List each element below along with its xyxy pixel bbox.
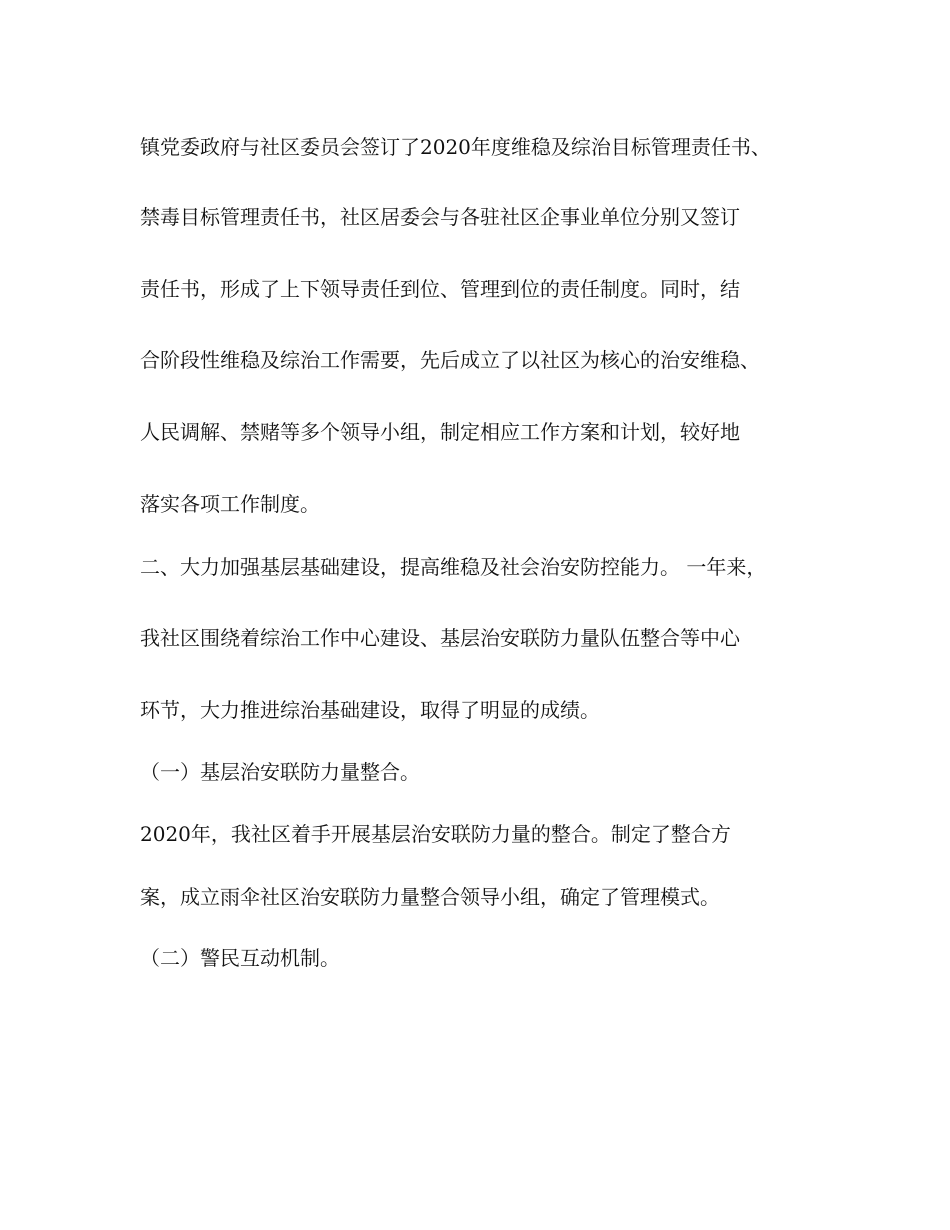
paragraph-line: 合阶段性维稳及综治工作需要，先后成立了以社区为核心的治安维稳、 xyxy=(140,348,760,372)
paragraph-line: 我社区围绕着综治工作中心建设、基层治安联防力量队伍整合等中心 xyxy=(140,626,740,650)
paragraph-line: 禁毒目标管理责任书，社区居委会与各驻社区企事业单位分别又签订 xyxy=(140,205,740,229)
paragraph-line: 责任书，形成了上下领导责任到位、管理到位的责任制度。同时，结 xyxy=(140,277,740,301)
section-heading-line: 二、大力加强基层基础建设，提高维稳及社会治安防控能力。 一年来， xyxy=(140,555,767,579)
subsection-heading: （一）基层治安联防力量整合。 xyxy=(140,760,420,784)
subsection-heading: （二）警民互动机制。 xyxy=(140,946,340,970)
paragraph-line: 落实各项工作制度。 xyxy=(140,492,320,516)
paragraph-line: 案，成立雨伞社区治安联防力量整合领导小组，确定了管理模式。 xyxy=(140,885,720,909)
paragraph-line: 环节，大力推进综治基础建设，取得了明显的成绩。 xyxy=(140,698,600,722)
paragraph-line: 人民调解、禁赌等多个领导小组，制定相应工作方案和计划，较好地 xyxy=(140,420,740,444)
paragraph-line: 2020年，我社区着手开展基层治安联防力量的整合。制定了整合方 xyxy=(140,822,731,846)
paragraph-line: 镇党委政府与社区委员会签订了2020年度维稳及综治目标管理责任书、 xyxy=(140,135,771,159)
